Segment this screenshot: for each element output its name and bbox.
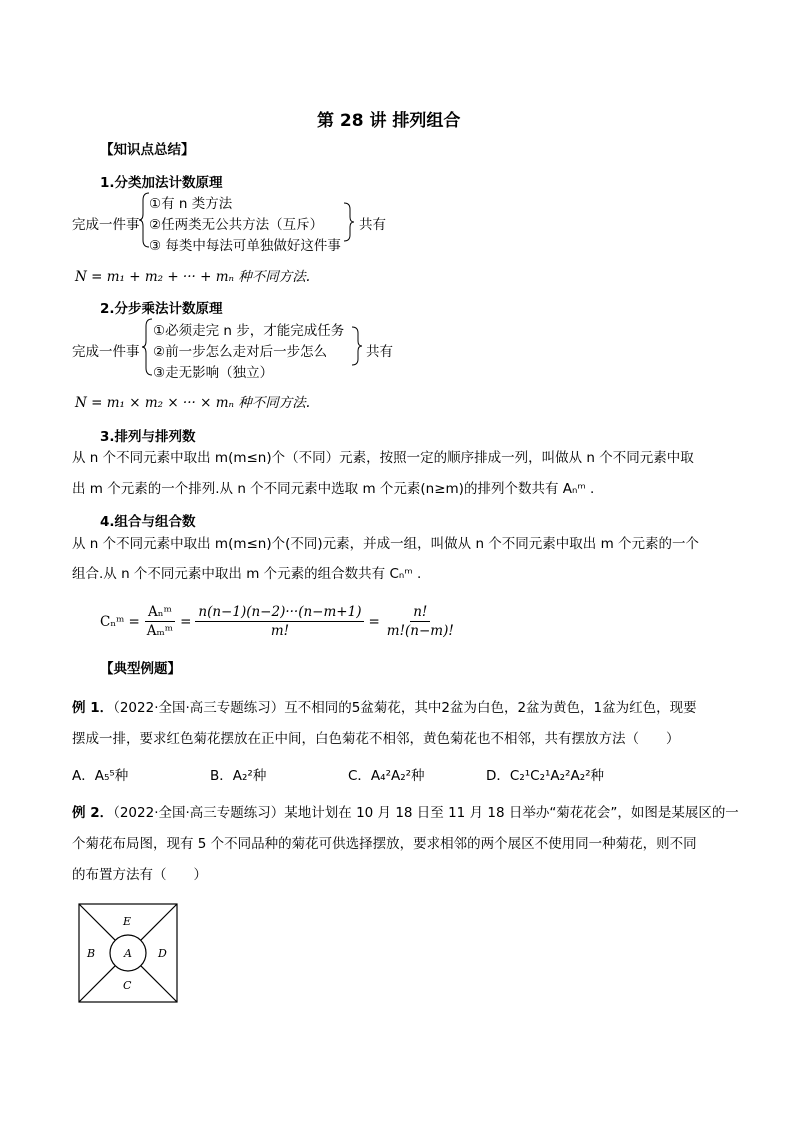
fraction-2-denominator: m! — [270, 623, 290, 639]
fraction-3-numerator: n! — [410, 604, 430, 622]
example-1-label: 例 1． — [72, 700, 114, 716]
example-1-option-b: B．A₂²种 — [210, 768, 267, 784]
example-1-option-a: A．A₅⁵种 — [72, 768, 129, 784]
section-knowledge-heading: 【知识点总结】 — [100, 142, 195, 158]
diagram-label-e: E — [123, 915, 132, 928]
example-2-line-2: 个菊花布局图，现有 5 个不同品种的菊花可供选择摆放，要求相邻的两个展区不使用同一种菊花，则不同 — [72, 836, 697, 852]
section-examples-heading: 【典型例题】 — [100, 661, 181, 677]
diagram-label-b: B — [87, 947, 96, 960]
s4-line-2: 组合.从 n 个不同元素中取出 m 个元素的组合数共有 Cₙᵐ . — [72, 566, 422, 582]
s2-tail: 共有 — [366, 344, 393, 360]
formula-lhs: Cₙᵐ — [100, 613, 125, 630]
fraction-3-denominator: m!(n−m)! — [386, 623, 454, 639]
s3-heading: 3.排列与排列数 — [100, 429, 196, 445]
s1-heading: 1.分类加法计数原理 — [100, 175, 223, 191]
s1-item-1: ①有 n 类方法 — [149, 196, 233, 212]
s2-formula: N = m₁ × m₂ × ··· × mₙ 种不同方法. — [75, 395, 311, 411]
example-2-line-3: 的布置方法有（ ） — [72, 867, 207, 883]
s2-right-brace — [351, 326, 363, 366]
diagram-diagonal-tl — [79, 904, 115, 940]
example-2-label: 例 2． — [72, 805, 114, 821]
page-title: 第 28 讲 排列组合 — [317, 111, 461, 131]
s1-item-2: ②任两类无公共方法（互斥） — [149, 217, 324, 233]
s1-tail: 共有 — [359, 217, 386, 233]
s2-lead: 完成一件事 — [72, 344, 140, 360]
s4-heading: 4.组合与组合数 — [100, 514, 196, 530]
formula-fraction-3 — [384, 604, 457, 639]
fraction-1-numerator: Aₙᵐ — [145, 604, 175, 622]
diagram-label-a: A — [124, 947, 132, 960]
example-1-option-c: C．A₄²A₂²种 — [348, 768, 425, 784]
diagram-label-d: D — [158, 947, 167, 960]
diagram-diagonal-tr — [141, 904, 177, 940]
example-2-line-1 — [72, 801, 739, 821]
s2-item-1: ①必须走完 n 步，才能完成任务 — [153, 323, 345, 339]
example-1-option-d: D．C₂¹C₂¹A₂²A₂²种 — [486, 768, 605, 784]
example-1-line-1 — [72, 696, 697, 716]
s1-item-3: ③ 每类中每法可单独做好这件事 — [149, 238, 341, 254]
formula-fraction-1 — [144, 604, 176, 639]
s2-left-brace — [141, 318, 153, 376]
s2-item-3: ③走无影响（独立） — [153, 365, 274, 381]
example-2-text-1: （2022·全国·高三专题练习）某地计划在 10 月 18 日至 11 月 18 日举办“菊花花会”，如图是某展区的一 — [113, 805, 739, 821]
s3-line-1: 从 n 个不同元素中取出 m(m≤n)个（不同）元素，按照一定的顺序排成一列，叫做从 n 个不同元素中取 — [72, 450, 694, 466]
s3-line-2: 出 m 个元素的一个排列.从 n 个不同元素中选取 m 个元素(n≥m)的排列个数共有 Aₙᵐ . — [72, 481, 595, 497]
s1-right-brace — [343, 202, 355, 242]
formula-fraction-2 — [195, 604, 364, 639]
s2-heading: 2.分步乘法计数原理 — [100, 301, 223, 317]
s4-line-1: 从 n 个不同元素中取出 m(m≤n)个(不同)元素，并成一组，叫做从 n 个不同元素中取出 m 个元素的一个 — [72, 536, 700, 552]
s1-formula: N = m₁ + m₂ + ··· + mₙ 种不同方法. — [75, 269, 311, 285]
diagram-label-c: C — [123, 979, 132, 992]
fraction-1-denominator: Aₘᵐ — [146, 623, 174, 639]
diagram-diagonal-br — [141, 966, 177, 1002]
example-1-line-2: 摆成一排，要求红色菊花摆放在正中间，白色菊花不相邻，黄色菊花也不相邻，共有摆放方法（ ） — [72, 731, 680, 747]
combination-formula: Cₙᵐ = $\frac{\text{Aₙᵐ}}{\text{Aₘᵐ}}$ = $\frac{n(n-1)(n-2)\cdot\cdot\cdot(n-m+1)}{m!}$ = $\frac{n!}{m!(n-m)!}$ — [100, 604, 457, 639]
s1-lead: 完成一件事 — [72, 217, 140, 233]
example-1-text-1: （2022·全国·高三专题练习）互不相同的5盆菊花，其中2盆为白色，2盆为黄色，1盆为红色，现要 — [113, 700, 697, 716]
s2-item-2: ②前一步怎么走对后一步怎么 — [153, 344, 328, 360]
flower-layout-diagram — [78, 903, 178, 1003]
diagram-diagonal-bl — [79, 966, 115, 1002]
fraction-2-numerator: n(n−1)(n−2)···(n−m+1) — [195, 604, 364, 622]
